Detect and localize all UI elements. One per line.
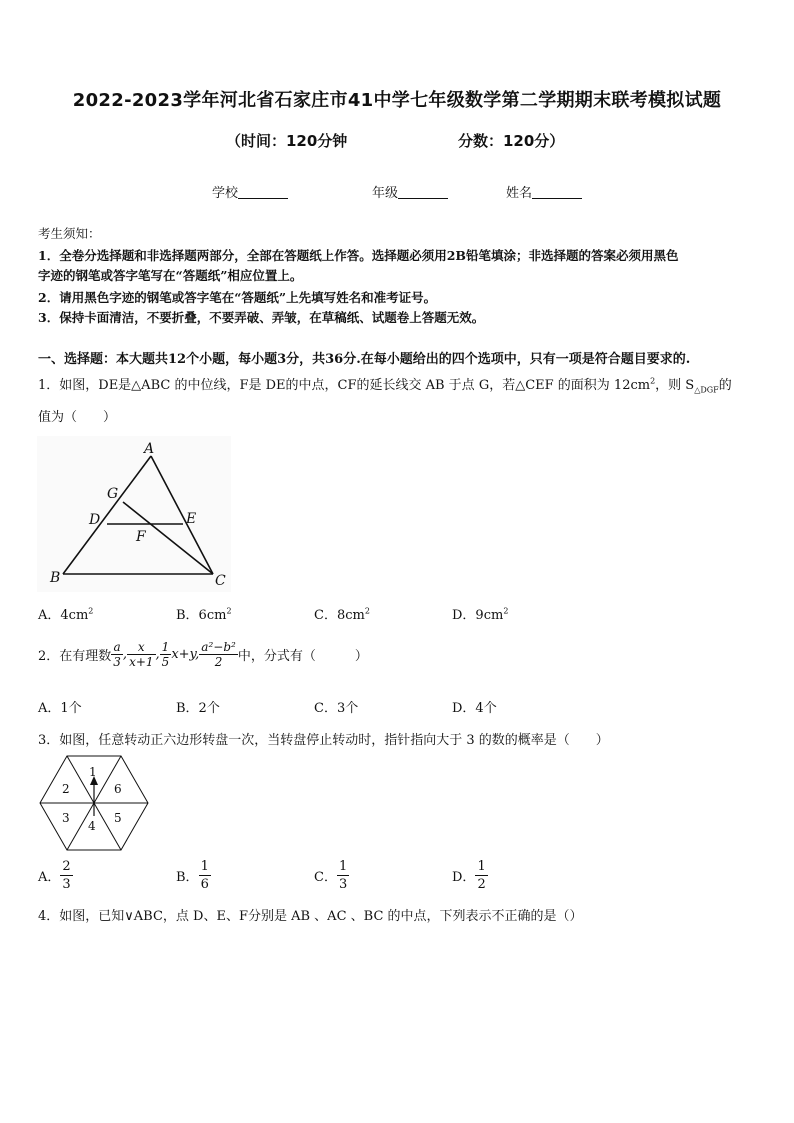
label-e: E (186, 511, 197, 527)
fraction-a-over-3 (111, 640, 123, 669)
sector-number: 5 (114, 811, 122, 825)
frac-numerator: 2 (62, 859, 71, 874)
hexagon-spinner-figure (37, 754, 151, 852)
frac-numerator: a²−b² (201, 640, 236, 654)
school-blank (238, 184, 288, 199)
label-c: C (215, 573, 226, 589)
sector-number: 2 (62, 782, 70, 796)
question-1-text (38, 374, 732, 395)
fraction-1-over-5 (160, 640, 172, 669)
sector-number: 4 (88, 819, 96, 833)
name-label: 姓名 (506, 186, 533, 201)
q1-superscript: 2 (650, 376, 656, 386)
sector-number: 3 (62, 811, 70, 825)
q2-option-d: D．4个 (452, 701, 497, 716)
q3-option-b-label: B． (176, 870, 199, 885)
frac-denominator: 5 (161, 655, 170, 669)
sector-number: 6 (114, 782, 122, 796)
q1-text-b: ，则 S (655, 378, 695, 393)
q3-option-c-fraction (337, 858, 349, 893)
label-f: F (136, 529, 146, 545)
frac-denominator: 3 (338, 877, 348, 892)
grade-blank (398, 184, 448, 199)
label-g: G (107, 486, 119, 502)
q3-option-d-fraction (475, 858, 487, 893)
q2-option-c: C．3个 (314, 701, 359, 716)
label-a: A (144, 441, 155, 457)
frac-denominator: 3 (113, 655, 121, 669)
q3-option-d-label: D． (452, 870, 476, 885)
notice-heading: 考生须知： (38, 226, 101, 241)
frac-numerator: x (127, 640, 155, 655)
q1-option-b (176, 604, 232, 623)
label-d: D (89, 512, 101, 528)
school-label: 学校 (212, 186, 239, 201)
question-1-line2: 值为（ ） (38, 410, 117, 425)
frac-numerator: 1 (477, 859, 486, 874)
grade-field (372, 182, 448, 201)
q1-option-d-label: D．9cm (452, 608, 504, 623)
q1-option-c-label: C．8cm (314, 608, 365, 623)
q1-option-b-label: B．6cm (176, 608, 227, 623)
label-b: B (50, 570, 61, 586)
q1-option-b-sup: 2 (226, 606, 232, 616)
q3-option-b-fraction (199, 858, 211, 893)
notice-item: 2．请用黑色字迹的钢笔或答字笔在“答题纸”上先填写姓名和准考证号。 (38, 290, 437, 305)
frac-denominator: 6 (200, 877, 209, 892)
question-2-text: 2．在有理数 $\frac{a}{3}$ , $\frac{x}{x+1}$ , $\frac{1}{5}$ x+y, $\frac{\text{a²−b²}}{2}$ 中，分式有（ ） (38, 640, 368, 669)
q1-option-c (314, 604, 370, 623)
q1-option-d (452, 604, 508, 623)
frac-numerator: 1 (200, 859, 209, 874)
fraction-a2b2-over-2 (199, 640, 238, 669)
question-3-text: 3．如图，任意转动正六边形转盘一次，当转盘停止转动时，指针指向大于 3 的数的概率是（ ） (38, 733, 609, 748)
section-heading: 一、选择题：本大题共12个小题，每小题3分，共36分.在每小题给出的四个选项中，只有一项是符合题目要求的. (38, 352, 691, 367)
q3-option-d (452, 858, 488, 893)
frac-numerator: 1 (338, 859, 348, 874)
q2-mid: x+y, (171, 647, 200, 662)
q1-option-a (38, 604, 93, 623)
q3-option-a-label: A． (38, 870, 61, 885)
frac-denominator: x+1 (129, 655, 154, 669)
q2-prefix: 2．在有理数 (38, 649, 112, 664)
q1-option-c-sup: 2 (364, 606, 370, 616)
q2-suffix: 中，分式有（ ） (237, 649, 368, 664)
question-4-text: 4．如图，已知∨ABC，点 D、E、F分别是 AB 、AC 、BC 的中点，下列表示不正确的是（） (38, 909, 583, 924)
q1-option-d-sup: 2 (503, 606, 509, 616)
q1-text-a: 1．如图，DE是△ABC 的中位线，F是 DE的中点，CF的延长线交 AB 于点 G，若△CEF 的面积为 12cm (38, 378, 651, 393)
notice-item: 3．保持卡面清洁，不要折叠，不要弄破、弄皱，在草稿纸、试题卷上答题无效。 (38, 310, 485, 325)
q1-text-c: 的 (718, 378, 732, 393)
frac-denominator: 2 (477, 877, 486, 892)
q1-subscript: △DGF (694, 385, 719, 395)
q3-option-a-fraction (60, 858, 72, 893)
frac-denominator: 2 (214, 655, 223, 669)
q1-option-a-label: A．4cm (38, 608, 89, 623)
school-field (212, 182, 288, 201)
paper-title: 2022-2023学年河北省石家庄市41中学七年级数学第二学期期末联考模拟试题 (72, 90, 722, 111)
notice-item: 1．全卷分选择题和非选择题两部分，全部在答题纸上作答。选择题必须用2B铅笔填涂；非选择题的答案必须用黑色 (38, 248, 679, 263)
q3-option-c-label: C． (314, 870, 337, 885)
grade-label: 年级 (372, 186, 399, 201)
sector-number: 1 (89, 765, 97, 779)
q1-option-a-sup: 2 (88, 606, 94, 616)
name-field (506, 182, 582, 201)
frac-numerator: 1 (161, 640, 170, 654)
name-blank (532, 184, 582, 199)
triangle-figure (37, 436, 231, 592)
q2-option-a: A．1个 (38, 701, 82, 716)
q3-option-a (38, 858, 73, 893)
notice-item: 字迹的钢笔或答字笔写在“答题纸”相应位置上。 (38, 268, 303, 283)
q3-option-b (176, 858, 211, 893)
pointer-arrow-icon (90, 776, 98, 816)
frac-denominator: 3 (62, 877, 71, 892)
q3-option-c (314, 858, 349, 893)
q2-option-b: B．2个 (176, 701, 220, 716)
score-label: 分数：120分） (458, 132, 565, 150)
time-label: （时间：120分钟 (226, 132, 348, 150)
fraction-x-over-x1 (127, 640, 155, 669)
frac-numerator: a (111, 640, 123, 655)
